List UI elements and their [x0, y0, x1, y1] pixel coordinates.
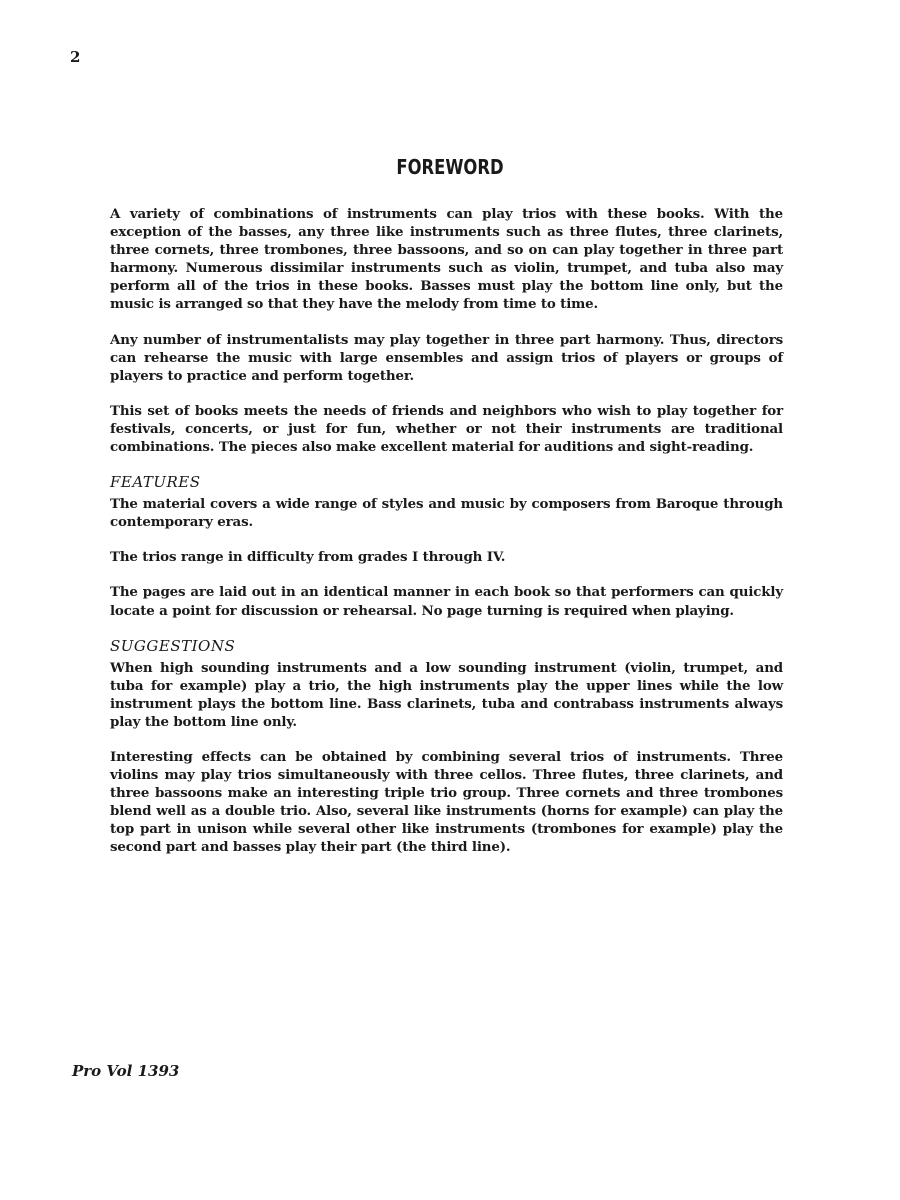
features-paragraph-1: The material covers a wide range of styles and music by composers from Baroque through contemporary eras.: [110, 496, 783, 531]
features-paragraph-2: The trios range in difficulty from grades I through IV.: [110, 549, 506, 566]
features-heading: FEATURES: [110, 473, 201, 492]
features-paragraph-3: The pages are laid out in an identical manner in each book so that performers can quickly locate a point for discussion or rehearsal. No page turning is required when playing.: [110, 584, 783, 619]
suggestions-heading: SUGGESTIONS: [110, 636, 236, 655]
intro-paragraph-2: Any number of instrumentalists may play together in three part harmony. Thus, directors can rehearse the music with large ensembles and assign trios of players or groups of players to practice and perform together.: [110, 331, 783, 384]
page-title: FOREWORD: [396, 155, 504, 179]
page-number: 2: [70, 48, 81, 66]
foreword-body: [110, 205, 783, 857]
intro-paragraph-3: This set of books meets the needs of friends and neighbors who wish to play together for festivals, concerts, or just for fun, whether or not their instruments are traditional combinations. The pieces also make excellent material for auditions and sight-reading.: [110, 402, 783, 456]
suggestions-paragraph-2: Interesting effects can be obtained by combining several trios of instruments. Three violins may play trios simultaneously with three cellos. Three flutes, three clarinets, and three bassoons make an interesting triple trio group. Three cornets and three trombones blend well as a double trio. Also, several like instruments (horns for example) can play the top part in unison while several other like instruments (trombones for example) play the second part and basses play their part (the third line).: [110, 748, 783, 856]
catalog-footer: Pro Vol 1393: [72, 1062, 180, 1080]
intro-paragraph-1: A variety of combinations of instruments can play trios with these books. With the exception of the basses, any three like instruments such as three flutes, three clarinets, three cornets, three trombones, three bassoons, and so on can play together in three part harmony. Numerous dissimilar instruments such as violin, trumpet, and tuba also may perform all of the trios in these books. Basses must play the bottom line only, but the music is arranged so that they have the melody from time to time.: [110, 206, 783, 313]
suggestions-paragraph-1: When high sounding instruments and a low sounding instrument (violin, trumpet, and tuba for example) play a trio, the high instruments play the upper lines while the low instrument plays the bottom line. Bass clarinets, tuba and contrabass instruments always play the bottom line only.: [110, 659, 783, 730]
